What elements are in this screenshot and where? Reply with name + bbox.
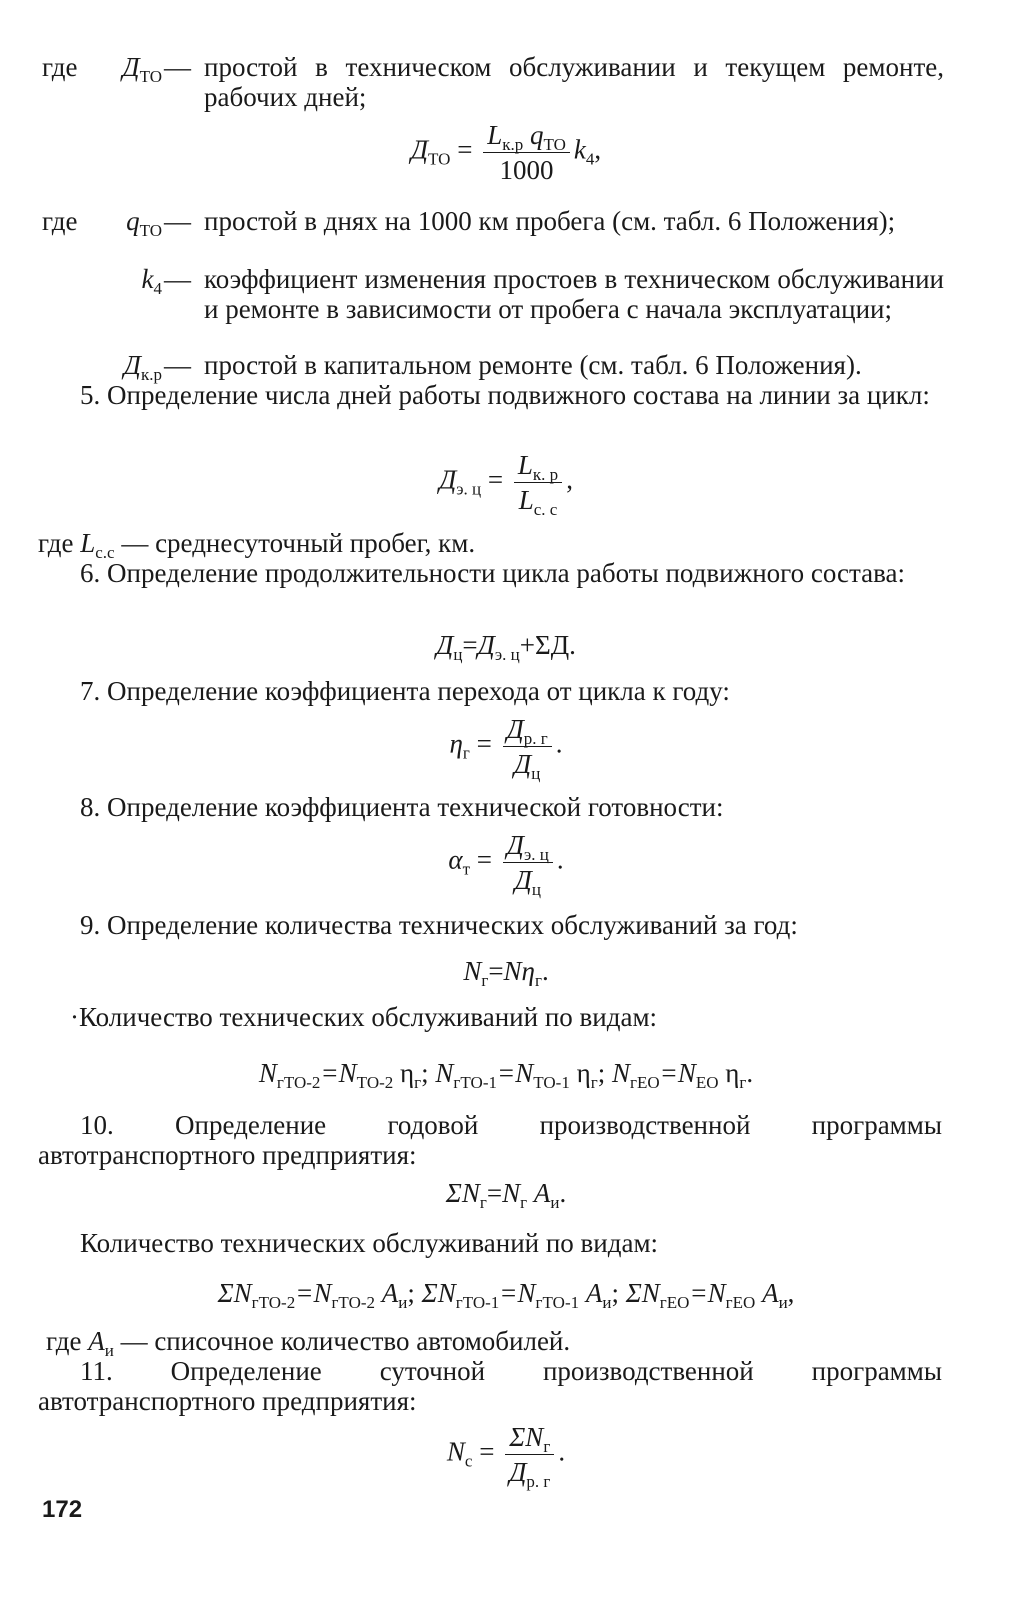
fraction: $\frac{\Sigma N_г}{Д_{р. г}}$ — [505, 1420, 554, 1489]
paragraph-5: 5. Определение числа дней работы подвижного состава на линии за цикл: — [80, 380, 930, 410]
formula-11: $N_с$ = $\frac{\Sigma N_г}{Д_{р. г}}$ . — [446, 1422, 566, 1491]
where-label: где — [42, 52, 78, 82]
paragraph-10b: Количество технических обслуживаний по видам: — [80, 1228, 659, 1258]
formula-8: $\alpha_т$ = $\frac{Д_{э. ц}}{Д_ц}$ . — [448, 830, 564, 899]
definition-k4: коэффициент изменения простоев в техническом обслуживании и ремонте в зависимости от пробега с начала эксплуатации; — [204, 264, 944, 324]
paragraph-8: 8. Определение коэффициента технической готовности: — [80, 792, 724, 822]
paragraph-6: 6. Определение продолжительности цикла работы подвижного состава: — [80, 558, 905, 588]
formula-6: $Д_ц=Д_{э. ц}+\Sigma Д$. — [436, 630, 576, 664]
paragraph-11: 11. Определение суточной производственной программы автотранспортного предприятия: — [38, 1356, 942, 1416]
paragraph-10: 10. Определение годовой производственной программы автотранспортного предприятия: — [38, 1110, 942, 1170]
where-label: где — [42, 206, 78, 236]
paragraph-9b: ·Количество технических обслуживаний по видам: — [70, 1002, 658, 1032]
fraction: $\frac{Д_{р. г}}{Д_ц}$ — [503, 712, 552, 781]
fraction: $\frac{L_{к. р}}{L_{с. с}}$ — [514, 448, 562, 517]
dash: — — [164, 264, 191, 294]
page-number: 172 — [42, 1496, 83, 1523]
paragraph-9: 9. Определение количества технических обслуживаний за год: — [80, 910, 798, 940]
formula-d-to: $Д_{ТО}$ = $\frac{L_{к.р} q_{ТО}}{1000}$ $k_4$, — [410, 120, 602, 185]
dash: — — [164, 206, 191, 236]
symbol-d-to: $Д_{ТО}$ — [122, 52, 162, 86]
formula-9b: $N_{гТО-2}=N_{ТО-2}$ $\eta_г$; $N_{гТО-1}=N_{ТО-1}$ $\eta_г$; $N_{гЕО}=N_{ЕО}$ $\eta_г$. — [258, 1058, 754, 1092]
definition-d-to: простой в техническом обслуживании и текущем ремонте, рабочих дней; — [204, 52, 944, 112]
dash: — — [164, 350, 191, 380]
formula-9: $N_г=N\eta_г$. — [463, 956, 549, 990]
definition-d-kr: простой в капитальном ремонте (см. табл. 6 Положения). — [204, 350, 862, 380]
symbol-k4: $k_4$ — [141, 264, 162, 298]
formula-10b: $\Sigma N_{гТО-2}=N_{гТО-2}$ $A_и$; $\Sigma N_{гТО-1}=N_{гТО-1}$ $A_и$; $\Sigma N_{гЕО}=N_{гЕО}$ $A_и$, — [217, 1278, 795, 1312]
formula-5: $Д_{э. ц}$ = $\frac{L_{к. р}}{L_{с. с}}$ , — [439, 450, 573, 519]
where-ai: где $A_и$ — списочное количество автомобилей. — [46, 1326, 571, 1360]
where-lcc: где $L_{с.с}$ — среднесуточный пробег, км. — [38, 528, 476, 562]
fraction: $\frac{L_{к.р} q_{ТО}}{1000}$ — [483, 118, 570, 187]
formula-7: $\eta_г$ = $\frac{Д_{р. г}}{Д_ц}$ . — [449, 714, 563, 783]
paragraph-7: 7. Определение коэффициента перехода от цикла к году: — [80, 676, 730, 706]
formula-10: $\Sigma N_г=N_г$ $A_и$. — [445, 1178, 567, 1212]
fraction: $\frac{Д_{э. ц}}{Д_ц}$ — [503, 828, 553, 897]
symbol-d-kr: $Д_{к.р}$ — [123, 350, 162, 384]
symbol-q-to: $q_{ТО}$ — [126, 206, 162, 240]
definition-q-to: простой в днях на 1000 км пробега (см. табл. 6 Положения); — [204, 206, 896, 236]
dash: — — [164, 52, 191, 82]
